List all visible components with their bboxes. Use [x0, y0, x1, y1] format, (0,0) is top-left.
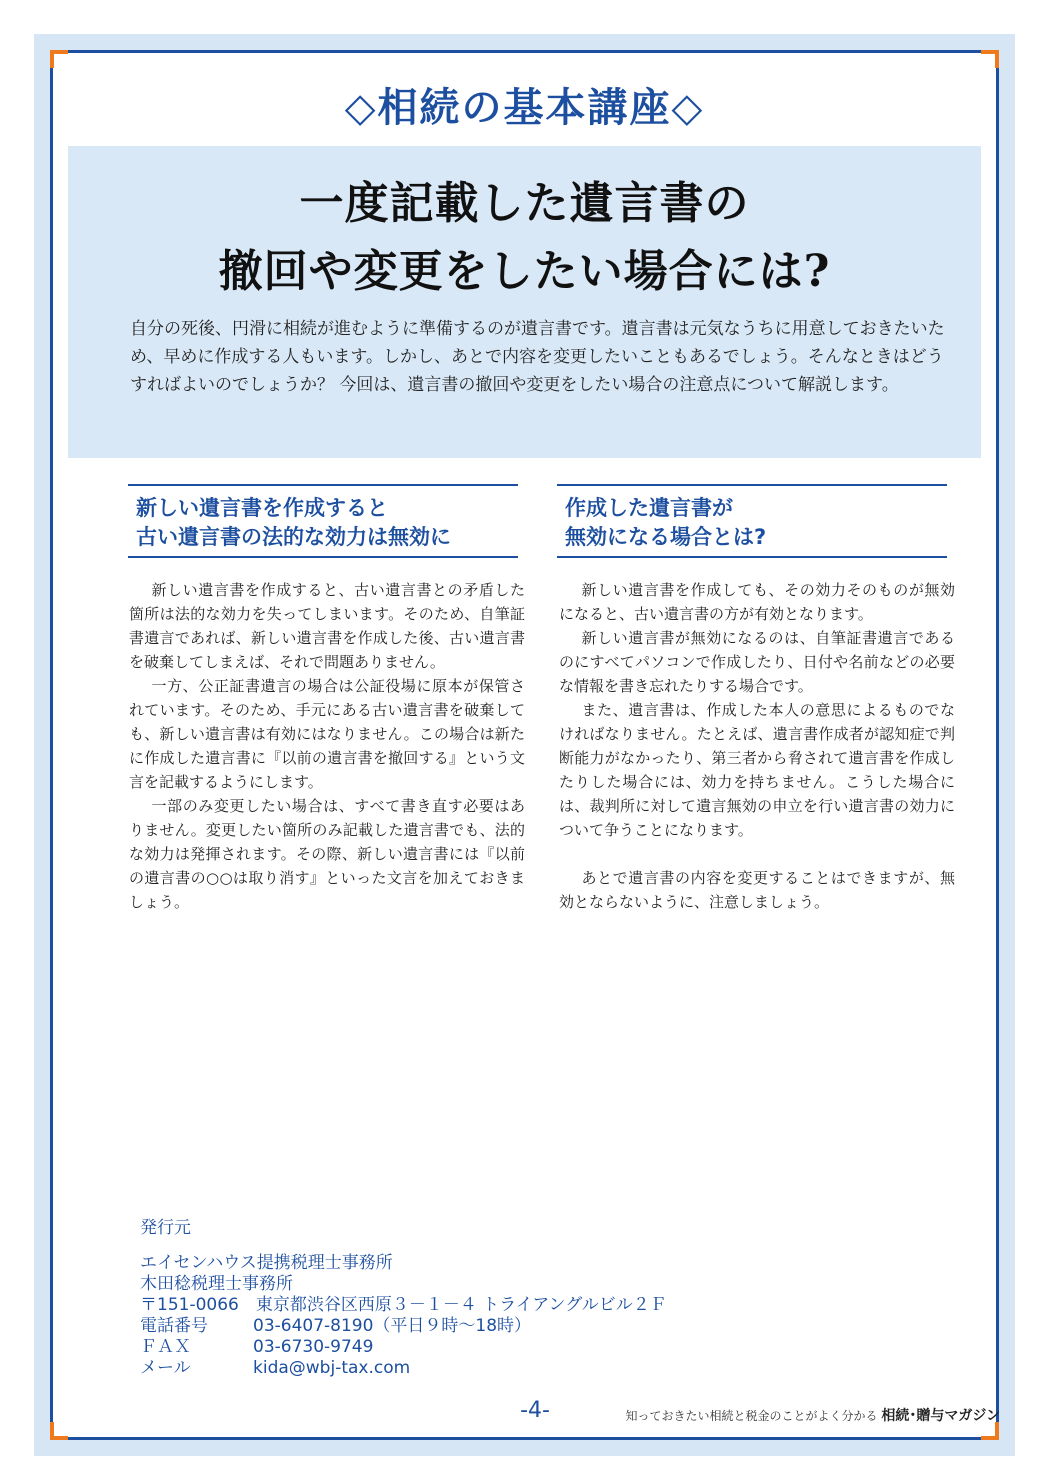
- page-number: -4-: [520, 1398, 550, 1423]
- contact-row-phone: [140, 1316, 840, 1337]
- contact-value: 03-6407-8190（平日９時～18時）: [253, 1316, 532, 1336]
- footer-tagline-text: 知っておきたい相続と税金のことがよく分かる: [625, 1409, 878, 1423]
- right-paragraph: 新しい遺言書を作成しても、その効力そのものが無効になると、古い遺言書の方が有効となります。: [559, 581, 955, 623]
- right-paragraph: 新しい遺言書が無効になるのは、自筆証書遺言であるのにすべてパソコンで作成したり、日付や名前などの必要な情報を書き忘れたりする場合です。: [559, 629, 955, 695]
- left-paragraph: 一部のみ変更したい場合は、すべて書き直す必要はありません。変更したい箇所のみ記載した遺言書でも、法的な効力は発揮されます。その際、新しい遺言書には『以前の遺言書の○○は取り消す』といった文言を加えておきましょう。: [129, 797, 525, 911]
- publisher-block: [140, 1218, 840, 1379]
- publisher-office-1: エイセンハウス提携税理士事務所: [140, 1253, 393, 1273]
- contact-value: kida@wbj-tax.com: [253, 1358, 411, 1378]
- contact-row-fax: [140, 1337, 840, 1358]
- corner-accent-top-right: [981, 50, 999, 68]
- publisher-address: 〒151-0066 東京都渋谷区西原３－１－４ トライアングルビル２Ｆ: [140, 1295, 667, 1315]
- publisher-label: 発行元: [140, 1218, 191, 1238]
- left-column-heading: [128, 484, 518, 558]
- contact-value: 03-6730-9749: [253, 1337, 374, 1357]
- right-heading-line-1: 作成した遺言書が: [565, 496, 733, 520]
- right-column-body: [559, 578, 955, 914]
- section-banner: ◇相続の基本講座◇: [344, 85, 705, 131]
- right-paragraph-closing: あとで遺言書の内容を変更することはできますが、無効とならないように、注意しましょう。: [559, 869, 955, 911]
- contact-row-email: [140, 1358, 840, 1379]
- headline-line-1: 一度記載した遺言書の: [299, 178, 750, 229]
- right-paragraph: また、遺言書は、作成した本人の意思によるものでなければなりません。たとえば、遺言書作成者が認知症で判断能力がなかったり、第三者から脅されて遺言書を作成したりした場合には、効力を持ちません。こうした場合には、裁判所に対して遺言無効の申立を行い遺言書の効力について争うことになります。: [559, 701, 955, 839]
- left-paragraph: 一方、公正証書遺言の場合は公証役場に原本が保管されています。そのため、手元にある古い遺言書を破棄しても、新しい遺言書は有効にはなりません。この場合は新たに作成した遺言書に『以前の遺言書を撤回する』という文言を記載するようにします。: [129, 677, 525, 791]
- corner-accent-top-left: [50, 50, 68, 68]
- left-paragraph: 新しい遺言書を作成すると、古い遺言書との矛盾した箇所は法的な効力を失ってしまいます。そのため、自筆証書遺言であれば、新しい遺言書を作成した後、古い遺言書を破棄してしまえば、それで問題ありません。: [129, 581, 525, 671]
- contact-key: 電話番号: [140, 1316, 208, 1336]
- magazine-name: 相続･贈与マガジン: [881, 1408, 1000, 1424]
- corner-accent-bottom-left: [50, 1422, 68, 1440]
- contact-key: メール: [140, 1358, 191, 1378]
- left-column-body: [129, 578, 525, 914]
- right-heading-line-2: 無効になる場合とは?: [565, 525, 767, 549]
- right-column-heading: [557, 484, 947, 558]
- left-heading-line-2: 古い遺言書の法的な効力は無効に: [136, 525, 451, 549]
- footer-tagline: [600, 1405, 1000, 1425]
- contact-key: ＦＡＸ: [140, 1337, 191, 1357]
- headline: [68, 170, 981, 306]
- left-heading-line-1: 新しい遺言書を作成すると: [136, 496, 388, 520]
- intro-text: 自分の死後、円滑に相続が進むように準備するのが遺言書です。遺言書は元気なうちに用意しておきたいため、早めに作成する人もいます。しかし、あとで内容を変更したいこともあるでしょう。そんなときはどうすればよいのでしょうか？ 今回は、遺言書の撤回や変更をしたい場合の注意点について解説します。: [130, 319, 945, 395]
- headline-line-2: 撤回や変更をしたい場合には?: [218, 246, 831, 297]
- publisher-office-2: 木田稔税理士事務所: [140, 1274, 293, 1294]
